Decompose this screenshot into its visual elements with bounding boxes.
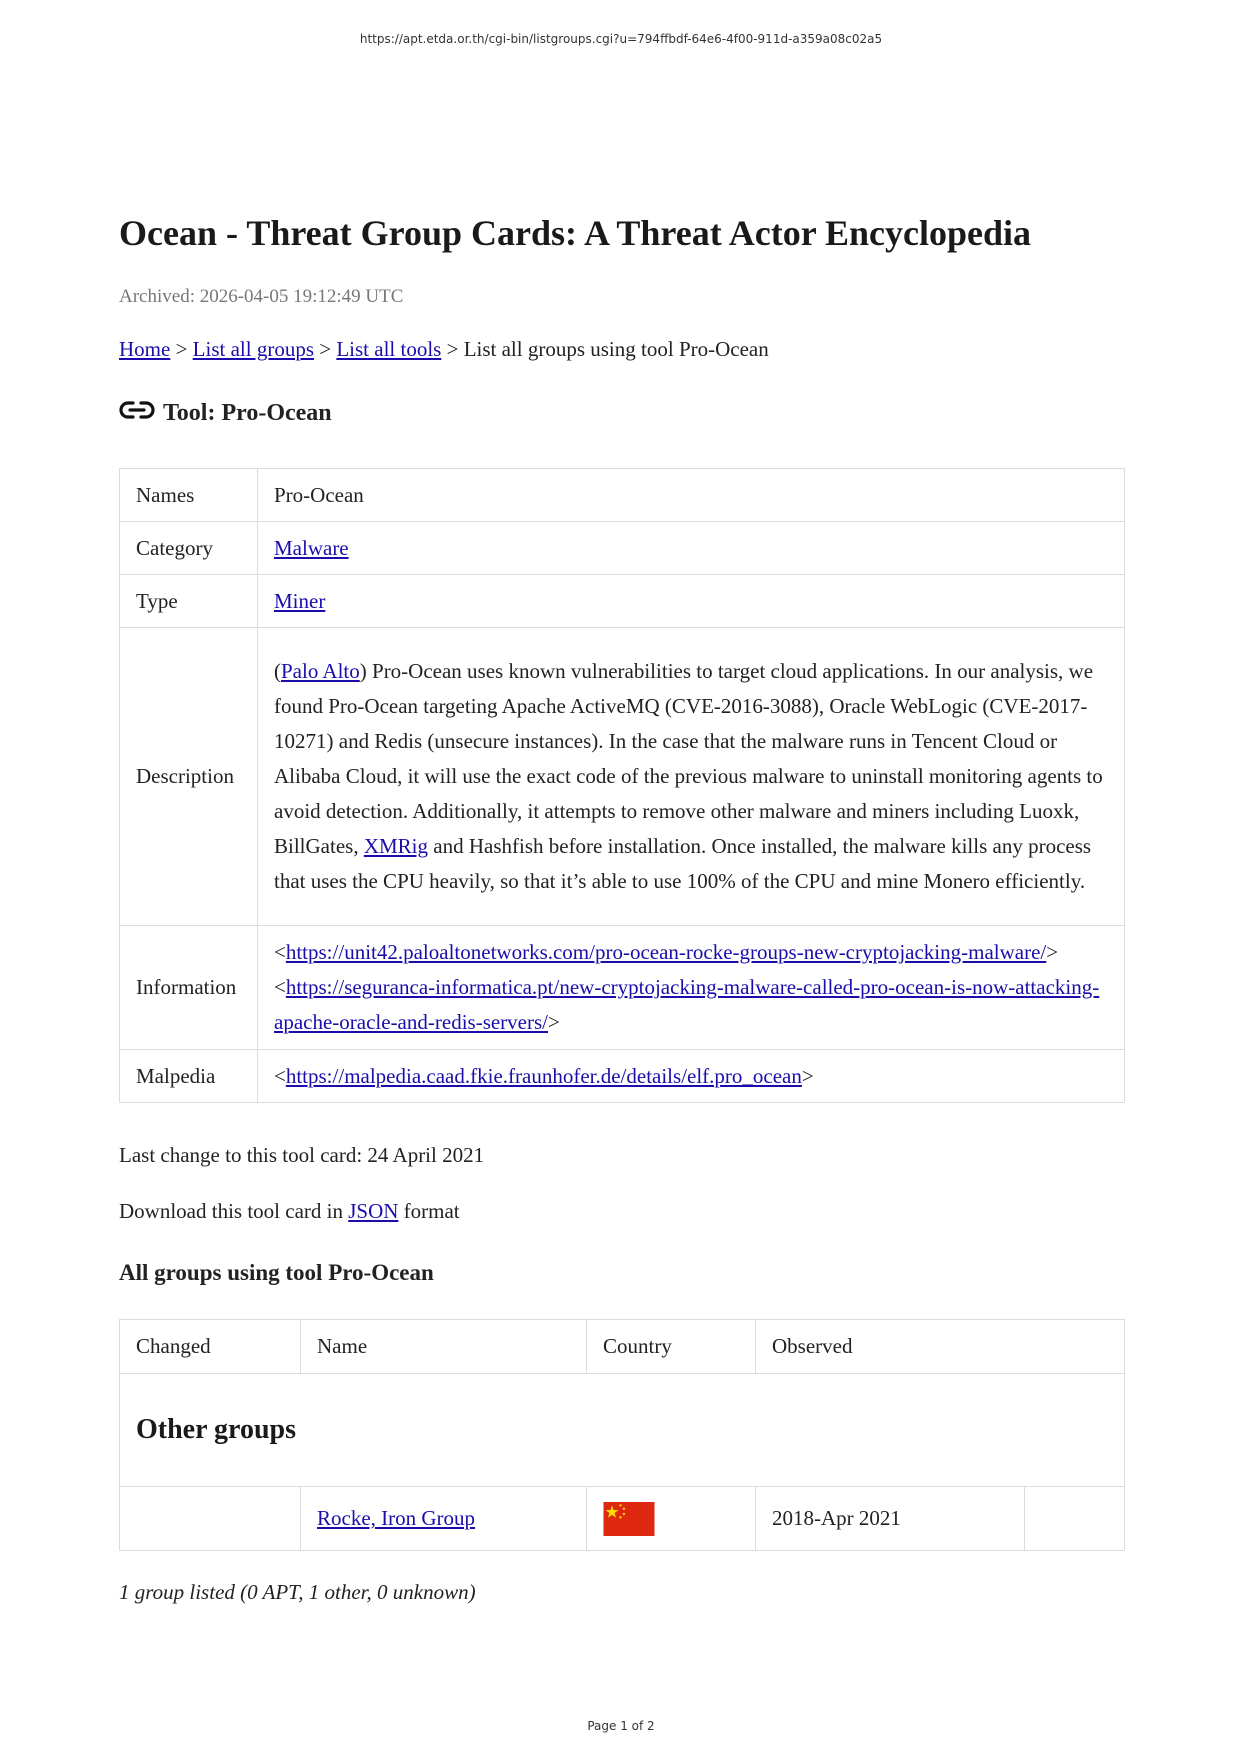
palo-alto-source-link[interactable]: Palo Alto (281, 659, 360, 683)
print-url-header: https://apt.etda.or.th/cgi-bin/listgroups.cgi?u=794ffbdf-64e6-4f00-911d-a359a08c02a5 (359, 32, 883, 46)
description-open-paren: ( (274, 659, 281, 683)
angle-open: < (274, 975, 286, 999)
extra-cell (1025, 1487, 1125, 1551)
name-cell (301, 1487, 587, 1551)
xmrig-link[interactable]: XMRig (363, 834, 429, 858)
breadcrumb-separator: > (319, 337, 332, 361)
section-title: Other groups (120, 1374, 1125, 1487)
section-row-other-groups (120, 1374, 1125, 1487)
table-row-type (120, 575, 1125, 628)
tool-info-table (119, 468, 1125, 1103)
angle-close: > (1046, 940, 1059, 964)
breadcrumb-home-link[interactable]: Home (119, 337, 171, 361)
unit42-link[interactable]: https://unit42.paloaltonetworks.com/pro-ocean-rocke-groups-new-cryptojacking-malware/ (285, 940, 1047, 964)
names-value: Pro-Ocean (258, 469, 1125, 522)
angle-close: > (801, 1063, 814, 1088)
malpedia-label: Malpedia (120, 1050, 258, 1103)
breadcrumb-separator: > (446, 337, 459, 361)
seguranca-informatica-link[interactable]: https://seguranca-informatica.pt/new-cryptojacking-malware-called-pro-ocean-is-now-attacking-apache-oracle-and-redis-servers/ (274, 975, 1100, 1034)
page-title: Ocean - Threat Group Cards: A Threat Actor Encyclopedia (119, 213, 1032, 253)
description-part1: ) Pro-Ocean uses known vulnerabilities to target cloud applications. In our analysis, we found Pro-Ocean targeting Apache ActiveMQ (CVE-2016-3088), Oracle WebLogic (CVE-2017-10271) and Redis (unsecure instances). In the case that the malware runs in Tencent Cloud or Alibaba Cloud, it will use the exact code of the previous malware to uninstall monitoring agents to avoid detection. Additionally, it attempts to remove other malware and miners including Luoxk, BillGates, (274, 659, 1103, 858)
archived-timestamp: Archived: 2026-04-05 19:12:49 UTC (119, 286, 404, 307)
type-cell (258, 575, 1125, 628)
last-change-text: Last change to this tool card: 24 April 2021 (119, 1143, 485, 1167)
tool-heading (119, 400, 332, 427)
table-row-malpedia (120, 1050, 1125, 1103)
angle-open: < (274, 1063, 286, 1088)
information-cell (258, 926, 1125, 1050)
breadcrumb-list-groups-link[interactable]: List all groups (192, 337, 314, 361)
information-label: Information (120, 926, 258, 1050)
header-observed: Observed (756, 1320, 1125, 1374)
groups-table (119, 1319, 1125, 1551)
category-label: Category (120, 522, 258, 575)
changed-cell (120, 1487, 301, 1551)
type-label: Type (120, 575, 258, 628)
header-name: Name (301, 1320, 587, 1374)
download-prefix: Download this tool card in (119, 1199, 349, 1223)
header-country: Country (587, 1320, 756, 1374)
json-download-link[interactable]: JSON (348, 1199, 399, 1223)
link-icon (119, 399, 155, 421)
angle-open: < (274, 940, 286, 964)
information-link-item (274, 935, 1108, 970)
angle-close: > (548, 1010, 560, 1034)
category-link[interactable]: Malware (274, 535, 349, 560)
table-row-names (120, 469, 1125, 522)
download-line (119, 1199, 460, 1224)
groups-header-row (120, 1320, 1125, 1374)
names-label: Names (120, 469, 258, 522)
breadcrumb-current: List all groups using tool Pro-Ocean (463, 337, 769, 361)
country-cell (587, 1487, 756, 1551)
group-link-rocke[interactable]: Rocke, Iron Group (317, 1506, 476, 1530)
type-link[interactable]: Miner (274, 588, 326, 613)
table-row-information (120, 926, 1125, 1050)
groups-heading: All groups using tool Pro-Ocean (119, 1260, 434, 1285)
information-links (274, 935, 1108, 1040)
description-text (274, 654, 1108, 899)
category-cell (258, 522, 1125, 575)
observed-cell: 2018-Apr 2021 (756, 1487, 1025, 1551)
malpedia-link[interactable]: https://malpedia.caad.fkie.fraunhofer.de/details/elf.pro_ocean (285, 1063, 802, 1088)
header-changed: Changed (120, 1320, 301, 1374)
breadcrumb-list-tools-link[interactable]: List all tools (336, 337, 442, 361)
page-footer: Page 1 of 2 (587, 1719, 655, 1733)
tool-heading-text: Tool: Pro-Ocean (163, 400, 332, 426)
information-link-item (274, 970, 1108, 1040)
china-flag-icon (603, 1502, 655, 1536)
breadcrumb (119, 337, 769, 362)
table-row (120, 1487, 1125, 1551)
description-part2: and Hashfish before installation. Once installed, the malware kills any process that uses the CPU heavily, so that it’s able to use 100% of the CPU and mine Monero efficiently. (274, 834, 1092, 893)
table-row-description (120, 628, 1125, 926)
groups-summary: 1 group listed (0 APT, 1 other, 0 unknown) (119, 1580, 476, 1604)
description-label: Description (120, 628, 258, 926)
download-suffix: format (398, 1199, 460, 1223)
table-row-category (120, 522, 1125, 575)
malpedia-cell (258, 1050, 1125, 1103)
breadcrumb-separator: > (175, 337, 188, 361)
description-cell (258, 628, 1125, 926)
